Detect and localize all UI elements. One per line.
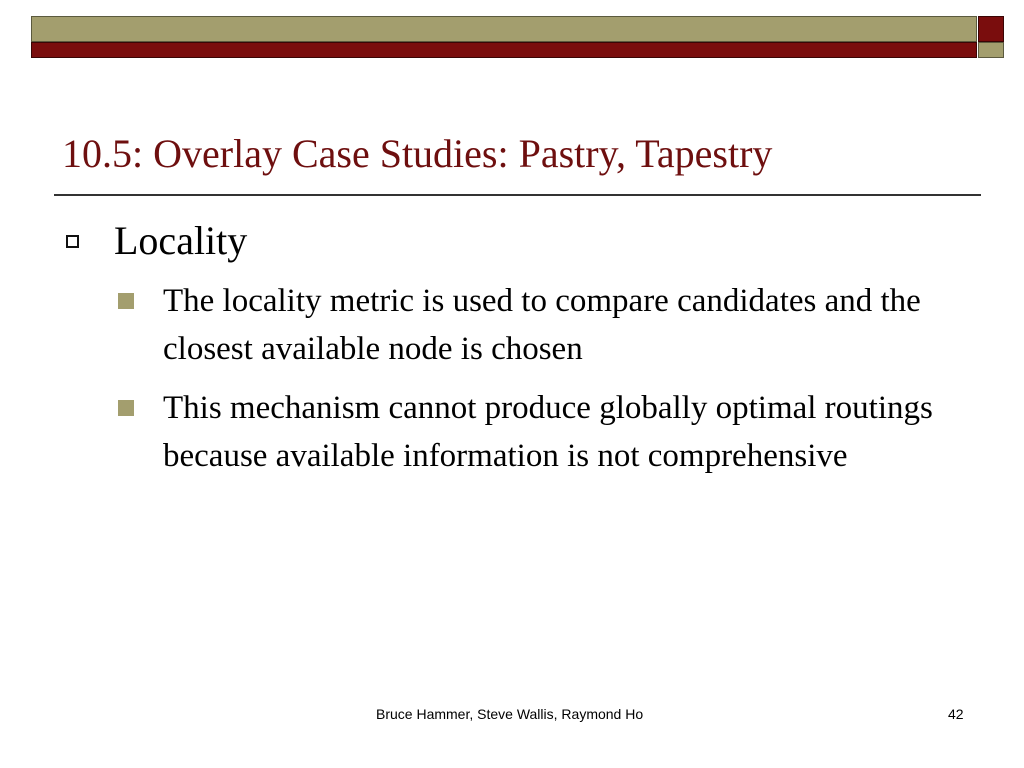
title-divider xyxy=(54,194,981,196)
header-corner-red xyxy=(978,16,1004,42)
slide-title: 10.5: Overlay Case Studies: Pastry, Tapestry xyxy=(62,131,773,176)
page-number: 42 xyxy=(948,706,964,722)
sub-bullet-2: This mechanism cannot produce globally optimal routings because available information is not comprehensive xyxy=(163,390,933,474)
header-corner-olive xyxy=(978,42,1004,58)
slide-footer: Bruce Hammer, Steve Wallis, Raymond Ho xyxy=(376,706,644,722)
header-band-red xyxy=(31,42,977,58)
filled-square-bullet-icon xyxy=(118,293,134,309)
hollow-square-bullet-icon xyxy=(66,235,79,248)
header-band-olive xyxy=(31,16,977,42)
sub-bullet-1: The locality metric is used to compare candidates and the closest available node is chosen xyxy=(163,283,921,367)
filled-square-bullet-icon xyxy=(118,400,134,416)
bullet-locality: Locality xyxy=(114,218,248,263)
